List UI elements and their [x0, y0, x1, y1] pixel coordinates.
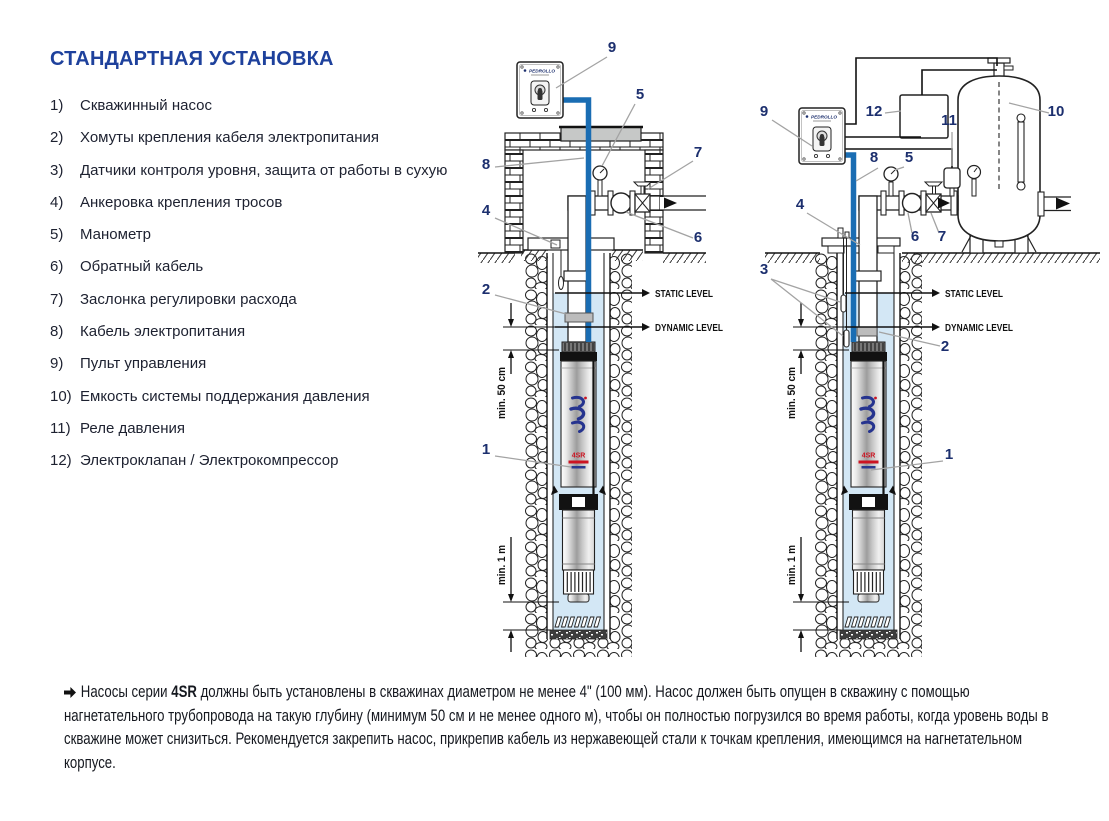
pit-cover	[561, 127, 641, 141]
item-number: 5)	[50, 226, 64, 244]
cable-clamp-left	[565, 313, 593, 322]
callout-3: 3	[759, 261, 769, 278]
diagrams-svg: 4SR PEDROLLO STATIC LEVEL DYNAMIC LEVEL 9 5 7 8 4 6 2 1 STATIC LEVEL DYNAMIC LEVEL 9 12 11 10 8 5 4 6 7 3 2 1	[460, 30, 1109, 680]
static-level-label: STATIC LEVEL	[655, 289, 713, 300]
note-series: 4SR	[171, 683, 197, 701]
callout-10: 10	[1047, 103, 1065, 120]
level-probe	[841, 295, 846, 312]
item-label: Пульт управления	[80, 355, 207, 373]
item-label: Электроклапан / Электрокомпрессор	[80, 452, 339, 470]
installation-note	[64, 681, 1056, 775]
parts-list-item	[50, 388, 480, 420]
item-label: Обратный кабель	[80, 258, 204, 276]
parts-list	[50, 97, 480, 485]
parts-list-item	[50, 452, 480, 484]
item-number: 1)	[50, 97, 64, 114]
pipe-coupling	[855, 271, 881, 281]
level-probe	[844, 330, 849, 347]
parts-list-item	[50, 258, 480, 290]
parts-list-item	[50, 355, 480, 387]
tank-top-valve	[988, 58, 1013, 78]
cable-clamp-right	[857, 327, 877, 336]
tank-outlet	[1038, 192, 1071, 216]
callout-1: 1	[944, 446, 954, 463]
riser-pipe-right	[859, 196, 877, 342]
page-title: СТАНДАРТНАЯ УСТАНОВКА	[50, 48, 334, 70]
callout-12: 12	[865, 103, 883, 120]
item-number: 8)	[50, 323, 64, 341]
callout-5: 5	[635, 86, 645, 103]
check-valve	[903, 194, 922, 213]
control-panel-left	[517, 62, 563, 118]
callout-4: 4	[795, 196, 805, 213]
callout-7: 7	[693, 144, 703, 161]
callout-8: 8	[869, 149, 879, 166]
item-label: Реле давления	[80, 419, 186, 437]
parts-list-item	[50, 291, 480, 323]
parts-list-item	[50, 97, 480, 129]
item-number: 6)	[50, 258, 64, 276]
diagram-left	[478, 39, 723, 657]
callout-8: 8	[481, 156, 491, 173]
parts-list-item	[50, 226, 480, 258]
item-number: 12)	[50, 452, 72, 470]
item-number: 7)	[50, 290, 64, 308]
parts-list-item	[50, 420, 480, 452]
callout-6: 6	[910, 228, 920, 245]
item-number: 10)	[50, 387, 72, 405]
dynamic-level-label: DYNAMIC LEVEL	[655, 323, 723, 334]
item-label: Емкость системы поддержания давления	[80, 387, 370, 405]
note-body: должны быть установлены в скважинах диаметром не менее 4" (100 мм). Насос должен быть опущен в скважину с помощью нагнетательного трубопровода на такую глубину (минимум 50 см и не менее одного м), чтобы он полностью погрузился во время работы, когда уровень воды в скважине может снизиться. Рекомендуется закрепить насос, прикрепив кабель из нержавеющей стали к точкам крепления, имеющимся на нагнетательном корпусе.	[64, 683, 1049, 772]
callout-9: 9	[759, 103, 769, 120]
item-number: 11)	[50, 419, 71, 437]
tank-drain	[995, 241, 1003, 247]
item-number: 4)	[50, 193, 64, 211]
dynamic-level-label: DYNAMIC LEVEL	[945, 323, 1013, 334]
parts-list-item	[50, 194, 480, 226]
callout-4: 4	[481, 202, 491, 219]
diagram-right	[760, 58, 1100, 657]
callout-1: 1	[481, 441, 491, 458]
item-number: 9)	[50, 355, 64, 373]
check-valve	[611, 193, 631, 213]
tank-sight-glass	[1017, 114, 1025, 190]
item-label: Кабель электропитания	[80, 323, 246, 341]
parts-list-item	[50, 129, 480, 161]
ground-right	[765, 253, 1100, 263]
callout-9: 9	[607, 39, 617, 56]
item-number: 2)	[50, 129, 64, 147]
parts-list-item	[50, 323, 480, 355]
callout-2: 2	[940, 338, 950, 355]
callout-7: 7	[937, 228, 947, 245]
callout-5: 5	[904, 149, 914, 166]
note-arrow-icon	[64, 687, 76, 698]
pressure-tank	[958, 58, 1071, 253]
item-number: 3)	[50, 161, 64, 179]
item-label: Хомуты крепления кабеля электропитания	[80, 129, 379, 147]
static-level-label: STATIC LEVEL	[945, 289, 1003, 300]
item-label: Скважинный насос	[80, 97, 212, 114]
parts-list-item	[50, 162, 480, 194]
callout-6: 6	[693, 229, 703, 246]
note-lead: Насосы серии	[80, 683, 172, 701]
parts-column	[50, 48, 480, 485]
item-label: Датчики контроля уровня, защита от работы в сухую	[80, 161, 448, 179]
control-panel-right	[799, 108, 845, 164]
item-label: Манометр	[80, 226, 152, 244]
item-label: Анкеровка крепления тросов	[80, 193, 283, 211]
callout-2: 2	[481, 281, 491, 298]
callout-11: 11	[941, 112, 957, 129]
item-label: Заслонка регулировки расхода	[80, 290, 297, 308]
